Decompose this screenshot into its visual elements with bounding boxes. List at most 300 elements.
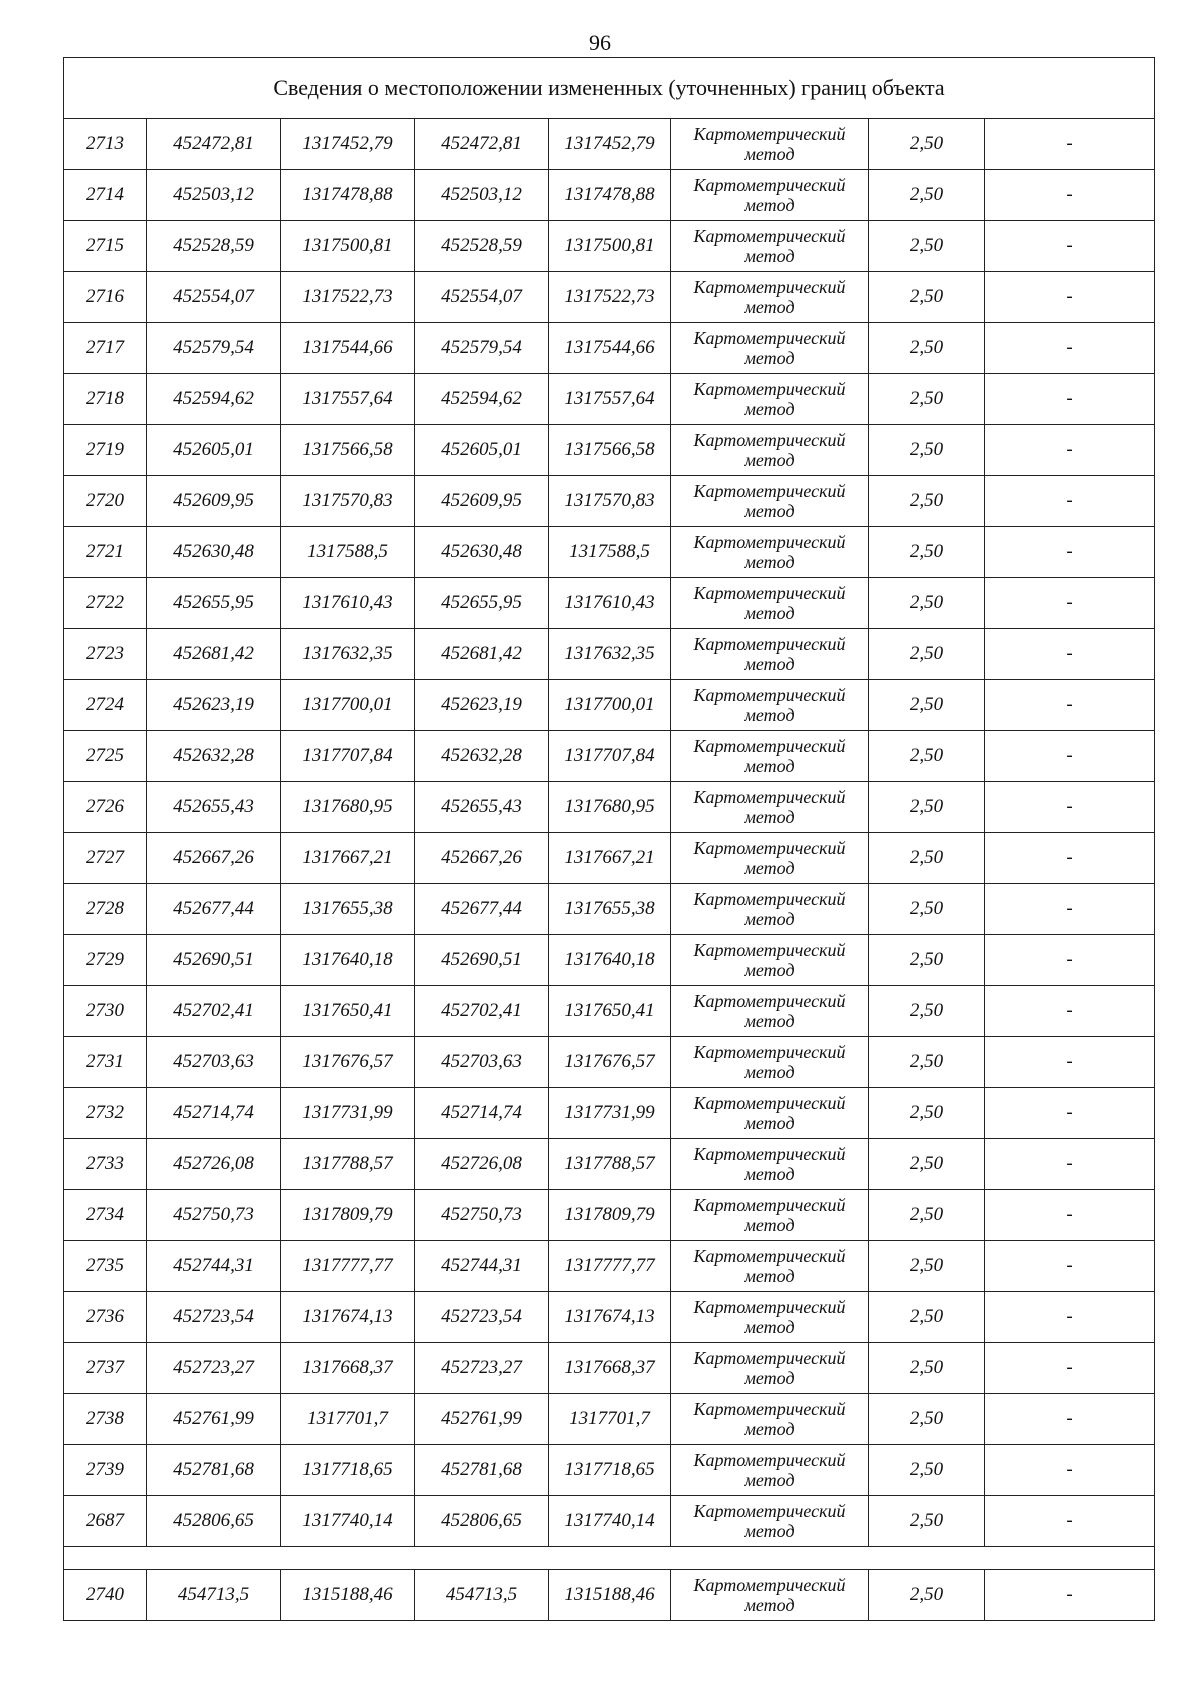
accuracy-cell: 2,50 — [869, 1496, 985, 1547]
point-number-cell: 2722 — [64, 578, 147, 629]
method-line-2: метод — [744, 1317, 795, 1337]
description-cell: - — [985, 170, 1155, 221]
method-line-2: метод — [744, 960, 795, 980]
method-line-2: метод — [744, 756, 795, 776]
x-existing-cell: 452472,81 — [147, 119, 281, 170]
method-cell — [671, 527, 869, 578]
point-number-cell: 2731 — [64, 1037, 147, 1088]
table-row — [64, 272, 1155, 323]
table-row — [64, 1037, 1155, 1088]
description-cell: - — [985, 935, 1155, 986]
x-new-cell: 452594,62 — [415, 374, 549, 425]
y-new-cell: 1317522,73 — [549, 272, 671, 323]
x-existing-cell: 452655,95 — [147, 578, 281, 629]
point-number-cell: 2734 — [64, 1190, 147, 1241]
spacer-cell — [64, 1547, 1155, 1570]
table-row — [64, 425, 1155, 476]
x-new-cell: 452681,42 — [415, 629, 549, 680]
table-row — [64, 1241, 1155, 1292]
description-cell: - — [985, 476, 1155, 527]
x-existing-cell: 452726,08 — [147, 1139, 281, 1190]
point-number-cell: 2739 — [64, 1445, 147, 1496]
x-new-cell: 452744,31 — [415, 1241, 549, 1292]
y-new-cell: 1317570,83 — [549, 476, 671, 527]
y-existing-cell: 1317610,43 — [281, 578, 415, 629]
y-existing-cell: 1317731,99 — [281, 1088, 415, 1139]
method-line-1: Картометрический — [693, 1450, 846, 1470]
table-row — [64, 1445, 1155, 1496]
method-line-1: Картометрический — [693, 532, 846, 552]
y-existing-cell: 1317566,58 — [281, 425, 415, 476]
x-existing-cell: 452667,26 — [147, 833, 281, 884]
method-cell — [671, 1445, 869, 1496]
y-existing-cell: 1317788,57 — [281, 1139, 415, 1190]
y-new-cell: 1315188,46 — [549, 1570, 671, 1621]
y-existing-cell: 1317809,79 — [281, 1190, 415, 1241]
method-line-2: метод — [744, 297, 795, 317]
y-existing-cell: 1317655,38 — [281, 884, 415, 935]
y-new-cell: 1317701,7 — [549, 1394, 671, 1445]
method-line-1: Картометрический — [693, 1575, 846, 1595]
x-new-cell: 452655,43 — [415, 782, 549, 833]
point-number-cell: 2737 — [64, 1343, 147, 1394]
y-existing-cell: 1317701,7 — [281, 1394, 415, 1445]
method-line-2: метод — [744, 144, 795, 164]
method-line-1: Картометрический — [693, 889, 846, 909]
x-existing-cell: 452503,12 — [147, 170, 281, 221]
method-line-1: Картометрический — [693, 277, 846, 297]
method-line-2: метод — [744, 1011, 795, 1031]
x-new-cell: 452579,54 — [415, 323, 549, 374]
description-cell: - — [985, 1190, 1155, 1241]
point-number-cell: 2716 — [64, 272, 147, 323]
method-cell — [671, 782, 869, 833]
description-cell: - — [985, 1088, 1155, 1139]
table-title: Сведения о местоположении измененных (уточненных) границ объекта — [64, 58, 1155, 119]
method-line-1: Картометрический — [693, 1348, 846, 1368]
method-line-2: метод — [744, 552, 795, 572]
y-new-cell: 1317674,13 — [549, 1292, 671, 1343]
method-cell — [671, 119, 869, 170]
point-number-cell: 2723 — [64, 629, 147, 680]
method-line-2: метод — [744, 1113, 795, 1133]
point-number-cell: 2726 — [64, 782, 147, 833]
y-existing-cell: 1317676,57 — [281, 1037, 415, 1088]
description-cell: - — [985, 1343, 1155, 1394]
method-line-2: метод — [744, 858, 795, 878]
accuracy-cell: 2,50 — [869, 680, 985, 731]
x-existing-cell: 452703,63 — [147, 1037, 281, 1088]
method-cell — [671, 374, 869, 425]
y-new-cell: 1317777,77 — [549, 1241, 671, 1292]
description-cell: - — [985, 272, 1155, 323]
method-line-1: Картометрический — [693, 1042, 846, 1062]
table-row — [64, 833, 1155, 884]
description-cell: - — [985, 1241, 1155, 1292]
description-cell: - — [985, 1445, 1155, 1496]
accuracy-cell: 2,50 — [869, 1241, 985, 1292]
x-new-cell: 452667,26 — [415, 833, 549, 884]
accuracy-cell: 2,50 — [869, 1394, 985, 1445]
y-existing-cell: 1317588,5 — [281, 527, 415, 578]
table-row — [64, 1088, 1155, 1139]
method-line-1: Картометрический — [693, 328, 846, 348]
y-new-cell: 1317668,37 — [549, 1343, 671, 1394]
x-existing-cell: 452630,48 — [147, 527, 281, 578]
point-number-cell: 2735 — [64, 1241, 147, 1292]
x-new-cell: 452472,81 — [415, 119, 549, 170]
method-line-1: Картометрический — [693, 736, 846, 756]
accuracy-cell: 2,50 — [869, 272, 985, 323]
y-existing-cell: 1317478,88 — [281, 170, 415, 221]
description-cell: - — [985, 680, 1155, 731]
table-row — [64, 731, 1155, 782]
description-cell: - — [985, 629, 1155, 680]
accuracy-cell: 2,50 — [869, 1292, 985, 1343]
method-line-2: метод — [744, 705, 795, 725]
x-existing-cell: 452681,42 — [147, 629, 281, 680]
x-existing-cell: 452714,74 — [147, 1088, 281, 1139]
point-number-cell: 2717 — [64, 323, 147, 374]
x-existing-cell: 452655,43 — [147, 782, 281, 833]
point-number-cell: 2729 — [64, 935, 147, 986]
method-line-2: метод — [744, 654, 795, 674]
y-existing-cell: 1317680,95 — [281, 782, 415, 833]
y-existing-cell: 1317718,65 — [281, 1445, 415, 1496]
method-line-2: метод — [744, 603, 795, 623]
method-line-1: Картометрический — [693, 1093, 846, 1113]
method-cell — [671, 935, 869, 986]
method-line-1: Картометрический — [693, 991, 846, 1011]
y-new-cell: 1317588,5 — [549, 527, 671, 578]
method-cell — [671, 1088, 869, 1139]
boundary-coordinates-table — [63, 57, 1155, 1621]
point-number-cell: 2713 — [64, 119, 147, 170]
description-cell: - — [985, 1394, 1155, 1445]
method-line-2: метод — [744, 399, 795, 419]
point-number-cell: 2733 — [64, 1139, 147, 1190]
point-number-cell: 2715 — [64, 221, 147, 272]
method-cell — [671, 272, 869, 323]
point-number-cell: 2720 — [64, 476, 147, 527]
point-number-cell: 2728 — [64, 884, 147, 935]
table-row — [64, 935, 1155, 986]
description-cell: - — [985, 833, 1155, 884]
x-new-cell: 452703,63 — [415, 1037, 549, 1088]
table-row — [64, 680, 1155, 731]
accuracy-cell: 2,50 — [869, 119, 985, 170]
accuracy-cell: 2,50 — [869, 1037, 985, 1088]
accuracy-cell: 2,50 — [869, 170, 985, 221]
method-cell — [671, 578, 869, 629]
y-new-cell: 1317557,64 — [549, 374, 671, 425]
method-cell — [671, 629, 869, 680]
table-row — [64, 782, 1155, 833]
method-line-2: метод — [744, 807, 795, 827]
y-existing-cell: 1315188,46 — [281, 1570, 415, 1621]
x-existing-cell: 452594,62 — [147, 374, 281, 425]
table-row — [64, 374, 1155, 425]
page-number: 96 — [589, 30, 611, 55]
method-line-1: Картометрический — [693, 1501, 846, 1521]
accuracy-cell: 2,50 — [869, 1139, 985, 1190]
y-existing-cell: 1317777,77 — [281, 1241, 415, 1292]
y-new-cell: 1317566,58 — [549, 425, 671, 476]
method-cell — [671, 1394, 869, 1445]
accuracy-cell: 2,50 — [869, 1343, 985, 1394]
method-cell — [671, 1190, 869, 1241]
method-line-2: метод — [744, 1419, 795, 1439]
y-new-cell: 1317655,38 — [549, 884, 671, 935]
method-line-2: метод — [744, 1470, 795, 1490]
y-new-cell: 1317809,79 — [549, 1190, 671, 1241]
method-line-1: Картометрический — [693, 1144, 846, 1164]
x-existing-cell: 452554,07 — [147, 272, 281, 323]
table-row — [64, 323, 1155, 374]
point-number-cell: 2714 — [64, 170, 147, 221]
y-existing-cell: 1317522,73 — [281, 272, 415, 323]
accuracy-cell: 2,50 — [869, 221, 985, 272]
x-new-cell: 452806,65 — [415, 1496, 549, 1547]
method-cell — [671, 731, 869, 782]
y-existing-cell: 1317740,14 — [281, 1496, 415, 1547]
accuracy-cell: 2,50 — [869, 782, 985, 833]
method-cell — [671, 1139, 869, 1190]
method-line-1: Картометрический — [693, 787, 846, 807]
x-new-cell: 454713,5 — [415, 1570, 549, 1621]
y-existing-cell: 1317674,13 — [281, 1292, 415, 1343]
accuracy-cell: 2,50 — [869, 986, 985, 1037]
x-new-cell: 452630,48 — [415, 527, 549, 578]
description-cell: - — [985, 425, 1155, 476]
x-existing-cell: 452702,41 — [147, 986, 281, 1037]
accuracy-cell: 2,50 — [869, 323, 985, 374]
x-existing-cell: 452806,65 — [147, 1496, 281, 1547]
y-existing-cell: 1317500,81 — [281, 221, 415, 272]
x-existing-cell: 452528,59 — [147, 221, 281, 272]
x-new-cell: 452781,68 — [415, 1445, 549, 1496]
table-row — [64, 119, 1155, 170]
point-number-cell: 2727 — [64, 833, 147, 884]
point-number-cell: 2718 — [64, 374, 147, 425]
table-row — [64, 1139, 1155, 1190]
x-new-cell: 452714,74 — [415, 1088, 549, 1139]
point-number-cell: 2740 — [64, 1570, 147, 1621]
method-line-2: метод — [744, 501, 795, 521]
y-new-cell: 1317667,21 — [549, 833, 671, 884]
method-cell — [671, 1241, 869, 1292]
y-new-cell: 1317731,99 — [549, 1088, 671, 1139]
method-cell — [671, 680, 869, 731]
point-number-cell: 2719 — [64, 425, 147, 476]
y-new-cell: 1317718,65 — [549, 1445, 671, 1496]
y-new-cell: 1317478,88 — [549, 170, 671, 221]
y-existing-cell: 1317668,37 — [281, 1343, 415, 1394]
x-existing-cell: 452579,54 — [147, 323, 281, 374]
x-new-cell: 452702,41 — [415, 986, 549, 1037]
method-line-2: метод — [744, 1368, 795, 1388]
x-new-cell: 452655,95 — [415, 578, 549, 629]
x-existing-cell: 452609,95 — [147, 476, 281, 527]
x-new-cell: 452554,07 — [415, 272, 549, 323]
y-new-cell: 1317676,57 — [549, 1037, 671, 1088]
accuracy-cell: 2,50 — [869, 833, 985, 884]
x-existing-cell: 452677,44 — [147, 884, 281, 935]
method-line-2: метод — [744, 1062, 795, 1082]
y-new-cell: 1317640,18 — [549, 935, 671, 986]
table-row — [64, 884, 1155, 935]
method-line-1: Картометрический — [693, 1246, 846, 1266]
y-existing-cell: 1317640,18 — [281, 935, 415, 986]
x-new-cell: 452726,08 — [415, 1139, 549, 1190]
y-existing-cell: 1317557,64 — [281, 374, 415, 425]
x-existing-cell: 452690,51 — [147, 935, 281, 986]
x-new-cell: 452605,01 — [415, 425, 549, 476]
y-new-cell: 1317680,95 — [549, 782, 671, 833]
table-row — [64, 221, 1155, 272]
y-existing-cell: 1317570,83 — [281, 476, 415, 527]
method-line-2: метод — [744, 1164, 795, 1184]
method-line-1: Картометрический — [693, 940, 846, 960]
method-line-2: метод — [744, 246, 795, 266]
method-cell — [671, 884, 869, 935]
point-number-cell: 2732 — [64, 1088, 147, 1139]
table-row — [64, 986, 1155, 1037]
x-new-cell: 452723,27 — [415, 1343, 549, 1394]
method-line-1: Картометрический — [693, 481, 846, 501]
description-cell: - — [985, 731, 1155, 782]
method-cell — [671, 986, 869, 1037]
method-cell — [671, 170, 869, 221]
description-cell: - — [985, 323, 1155, 374]
description-cell: - — [985, 1139, 1155, 1190]
y-existing-cell: 1317667,21 — [281, 833, 415, 884]
method-line-1: Картометрический — [693, 838, 846, 858]
accuracy-cell: 2,50 — [869, 629, 985, 680]
method-line-1: Картометрический — [693, 685, 846, 705]
table-row — [64, 1292, 1155, 1343]
point-number-cell: 2738 — [64, 1394, 147, 1445]
y-new-cell: 1317500,81 — [549, 221, 671, 272]
point-number-cell: 2730 — [64, 986, 147, 1037]
method-line-2: метод — [744, 1595, 795, 1615]
table-row — [64, 578, 1155, 629]
accuracy-cell: 2,50 — [869, 884, 985, 935]
description-cell: - — [985, 1496, 1155, 1547]
point-number-cell: 2721 — [64, 527, 147, 578]
y-new-cell: 1317452,79 — [549, 119, 671, 170]
y-existing-cell: 1317700,01 — [281, 680, 415, 731]
method-line-1: Картометрический — [693, 430, 846, 450]
y-existing-cell: 1317544,66 — [281, 323, 415, 374]
accuracy-cell: 2,50 — [869, 731, 985, 782]
description-cell: - — [985, 527, 1155, 578]
table-title-row — [64, 58, 1155, 119]
method-line-1: Картометрический — [693, 1195, 846, 1215]
point-number-cell: 2724 — [64, 680, 147, 731]
accuracy-cell: 2,50 — [869, 476, 985, 527]
method-line-2: метод — [744, 348, 795, 368]
method-cell — [671, 1292, 869, 1343]
table-row — [64, 527, 1155, 578]
x-new-cell: 452761,99 — [415, 1394, 549, 1445]
method-line-2: метод — [744, 1215, 795, 1235]
description-cell: - — [985, 119, 1155, 170]
table-row — [64, 476, 1155, 527]
description-cell: - — [985, 374, 1155, 425]
x-existing-cell: 452723,54 — [147, 1292, 281, 1343]
y-new-cell: 1317610,43 — [549, 578, 671, 629]
x-new-cell: 452503,12 — [415, 170, 549, 221]
method-cell — [671, 323, 869, 374]
method-line-2: метод — [744, 1266, 795, 1286]
method-line-2: метод — [744, 195, 795, 215]
point-number-cell: 2736 — [64, 1292, 147, 1343]
x-new-cell: 452750,73 — [415, 1190, 549, 1241]
x-new-cell: 452677,44 — [415, 884, 549, 935]
description-cell: - — [985, 782, 1155, 833]
x-existing-cell: 452723,27 — [147, 1343, 281, 1394]
method-cell — [671, 1037, 869, 1088]
y-new-cell: 1317707,84 — [549, 731, 671, 782]
table-row — [64, 1394, 1155, 1445]
accuracy-cell: 2,50 — [869, 425, 985, 476]
method-cell — [671, 1343, 869, 1394]
method-cell — [671, 476, 869, 527]
x-existing-cell: 452761,99 — [147, 1394, 281, 1445]
table-row — [64, 1190, 1155, 1241]
method-line-1: Картометрический — [693, 124, 846, 144]
accuracy-cell: 2,50 — [869, 1088, 985, 1139]
method-cell — [671, 1570, 869, 1621]
accuracy-cell: 2,50 — [869, 935, 985, 986]
method-cell — [671, 221, 869, 272]
x-existing-cell: 452605,01 — [147, 425, 281, 476]
accuracy-cell: 2,50 — [869, 1190, 985, 1241]
description-cell: - — [985, 1570, 1155, 1621]
y-new-cell: 1317544,66 — [549, 323, 671, 374]
y-existing-cell: 1317650,41 — [281, 986, 415, 1037]
y-new-cell: 1317650,41 — [549, 986, 671, 1037]
x-new-cell: 452632,28 — [415, 731, 549, 782]
accuracy-cell: 2,50 — [869, 578, 985, 629]
method-line-1: Картометрический — [693, 634, 846, 654]
table-spacer-row — [64, 1547, 1155, 1570]
y-new-cell: 1317632,35 — [549, 629, 671, 680]
method-line-1: Картометрический — [693, 1297, 846, 1317]
description-cell: - — [985, 1037, 1155, 1088]
y-new-cell: 1317788,57 — [549, 1139, 671, 1190]
accuracy-cell: 2,50 — [869, 527, 985, 578]
method-line-1: Картометрический — [693, 583, 846, 603]
method-cell — [671, 1496, 869, 1547]
y-existing-cell: 1317632,35 — [281, 629, 415, 680]
x-existing-cell: 452632,28 — [147, 731, 281, 782]
x-existing-cell: 452781,68 — [147, 1445, 281, 1496]
point-number-cell: 2725 — [64, 731, 147, 782]
description-cell: - — [985, 884, 1155, 935]
x-existing-cell: 452750,73 — [147, 1190, 281, 1241]
y-new-cell: 1317740,14 — [549, 1496, 671, 1547]
method-line-2: метод — [744, 450, 795, 470]
table-row — [64, 629, 1155, 680]
description-cell: - — [985, 578, 1155, 629]
accuracy-cell: 2,50 — [869, 374, 985, 425]
method-line-1: Картометрический — [693, 1399, 846, 1419]
method-line-1: Картометрический — [693, 175, 846, 195]
method-line-2: метод — [744, 1521, 795, 1541]
x-existing-cell: 454713,5 — [147, 1570, 281, 1621]
